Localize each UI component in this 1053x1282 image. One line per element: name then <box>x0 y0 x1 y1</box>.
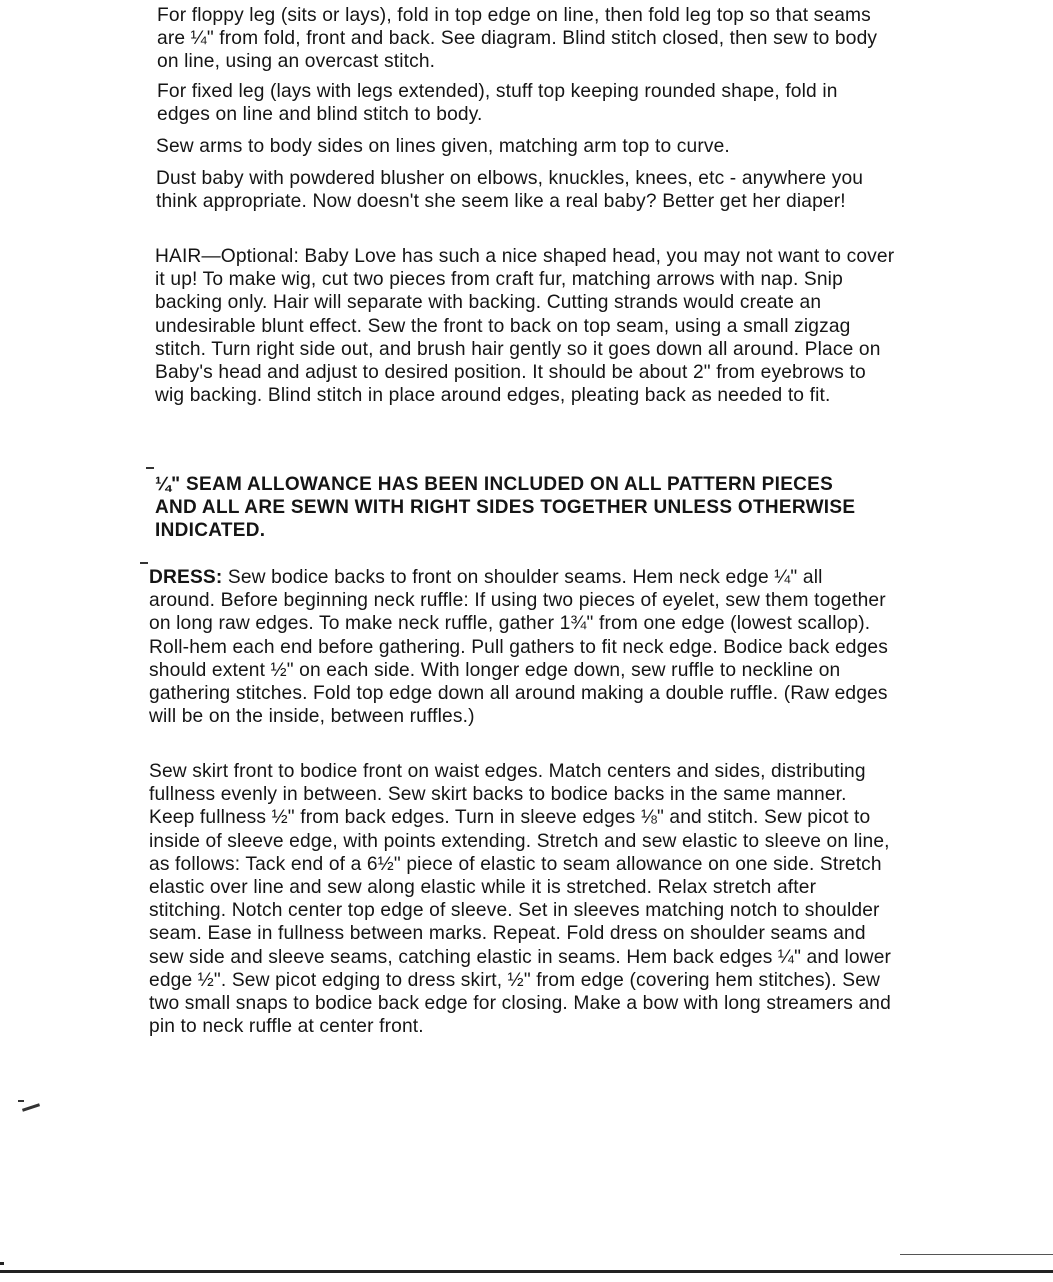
dress-body: Sew bodice backs to front on shoulder seams. Hem neck edge ¼" all around. Before beginning neck ruffle: If using two pieces of eyelet, sew them together on long raw edges. To make neck ruffle, gather 1¾" from one edge (lowest scallop). Roll-hem each end before gathering. Pull gathers to fit neck edge. Bodice back edges should extent ½" on each side. With longer edge down, sew ruffle to neckline on gathering stitches. Fold top edge down all around making a double ruffle. (Raw edges will be on the inside, between ruffles.) <box>149 567 888 728</box>
page-bottom-edge-faint <box>900 1254 1053 1255</box>
arms-paragraph: Sew arms to body sides on lines given, matching arm top to curve. <box>156 136 730 157</box>
margin-tick-mark <box>146 467 154 469</box>
dress-heading: DRESS: <box>149 567 223 588</box>
floppy-leg-paragraph: For floppy leg (sits or lays), fold in top edge on line, then fold leg top so that seams are ¼" from fold, front and back. See diagram. Blind stitch closed, then sew to body on line, using an overcast stitch. <box>157 5 878 73</box>
seam-allowance-notice: ¼" SEAM ALLOWANCE HAS BEEN INCLUDED ON ALL PATTERN PIECES AND ALL ARE SEWN WITH RIGHT SIDES TOGETHER UNLESS OTHERWISE INDICATED. <box>155 474 856 542</box>
hair-paragraph: HAIR—Optional: Baby Love has such a nice shaped head, you may not want to cover it up! To make wig, cut two pieces from craft fur, matching arrows with nap. Snip backing only. Hair will separate with backing. Cutting strands would create an undesirable blunt effect. Sew the front to back on top seam, using a small zigzag stitch. Turn right side out, and brush hair gently so it goes down all around. Place on Baby's head and adjust to desired position. It should be about 2" from eyebrows to wig backing. Blind stitch in place around edges, pleating back as needed to fit. <box>155 246 895 407</box>
corner-mark <box>22 1103 40 1111</box>
corner-mark <box>18 1100 24 1102</box>
fixed-leg-paragraph: For fixed leg (lays with legs extended), stuff top keeping rounded shape, fold in edges on line and blind stitch to body. <box>157 81 838 126</box>
page-bottom-edge <box>0 1270 1053 1273</box>
margin-tick-mark <box>140 562 148 564</box>
left-edge-tick <box>0 1262 4 1265</box>
skirt-paragraph: Sew skirt front to bodice front on waist edges. Match centers and sides, distributing fullness evenly in between. Sew skirt backs to bodice backs in the same manner. Keep fullness ½" from back edges. Turn in sleeve edges ⅛" and stitch. Sew picot to inside of sleeve edge, with points extending. Stretch and sew elastic to sleeve on line, as follows: Tack end of a 6½" piece of elastic to seam allowance on one side. Stretch elastic over line and sew along elastic while it is stretched. Relax stretch after stitching. Notch center top edge of sleeve. Set in sleeves matching notch to shoulder seam. Ease in fullness between marks. Repeat. Fold dress on shoulder seams and sew side and sleeve seams, catching elastic in seams. Hem back edges ¼" and lower edge ½". Sew picot edging to dress skirt, ½" from edge (covering hem stitches). Sew two small snaps to bodice back edge for closing. Make a bow with long streamers and pin to neck ruffle at center front. <box>149 761 892 1038</box>
dress-paragraph <box>149 566 894 728</box>
blusher-paragraph: Dust baby with powdered blusher on elbows, knuckles, knees, etc - anywhere you think appropriate. Now doesn't she seem like a real baby? Better get her diaper! <box>156 168 864 213</box>
